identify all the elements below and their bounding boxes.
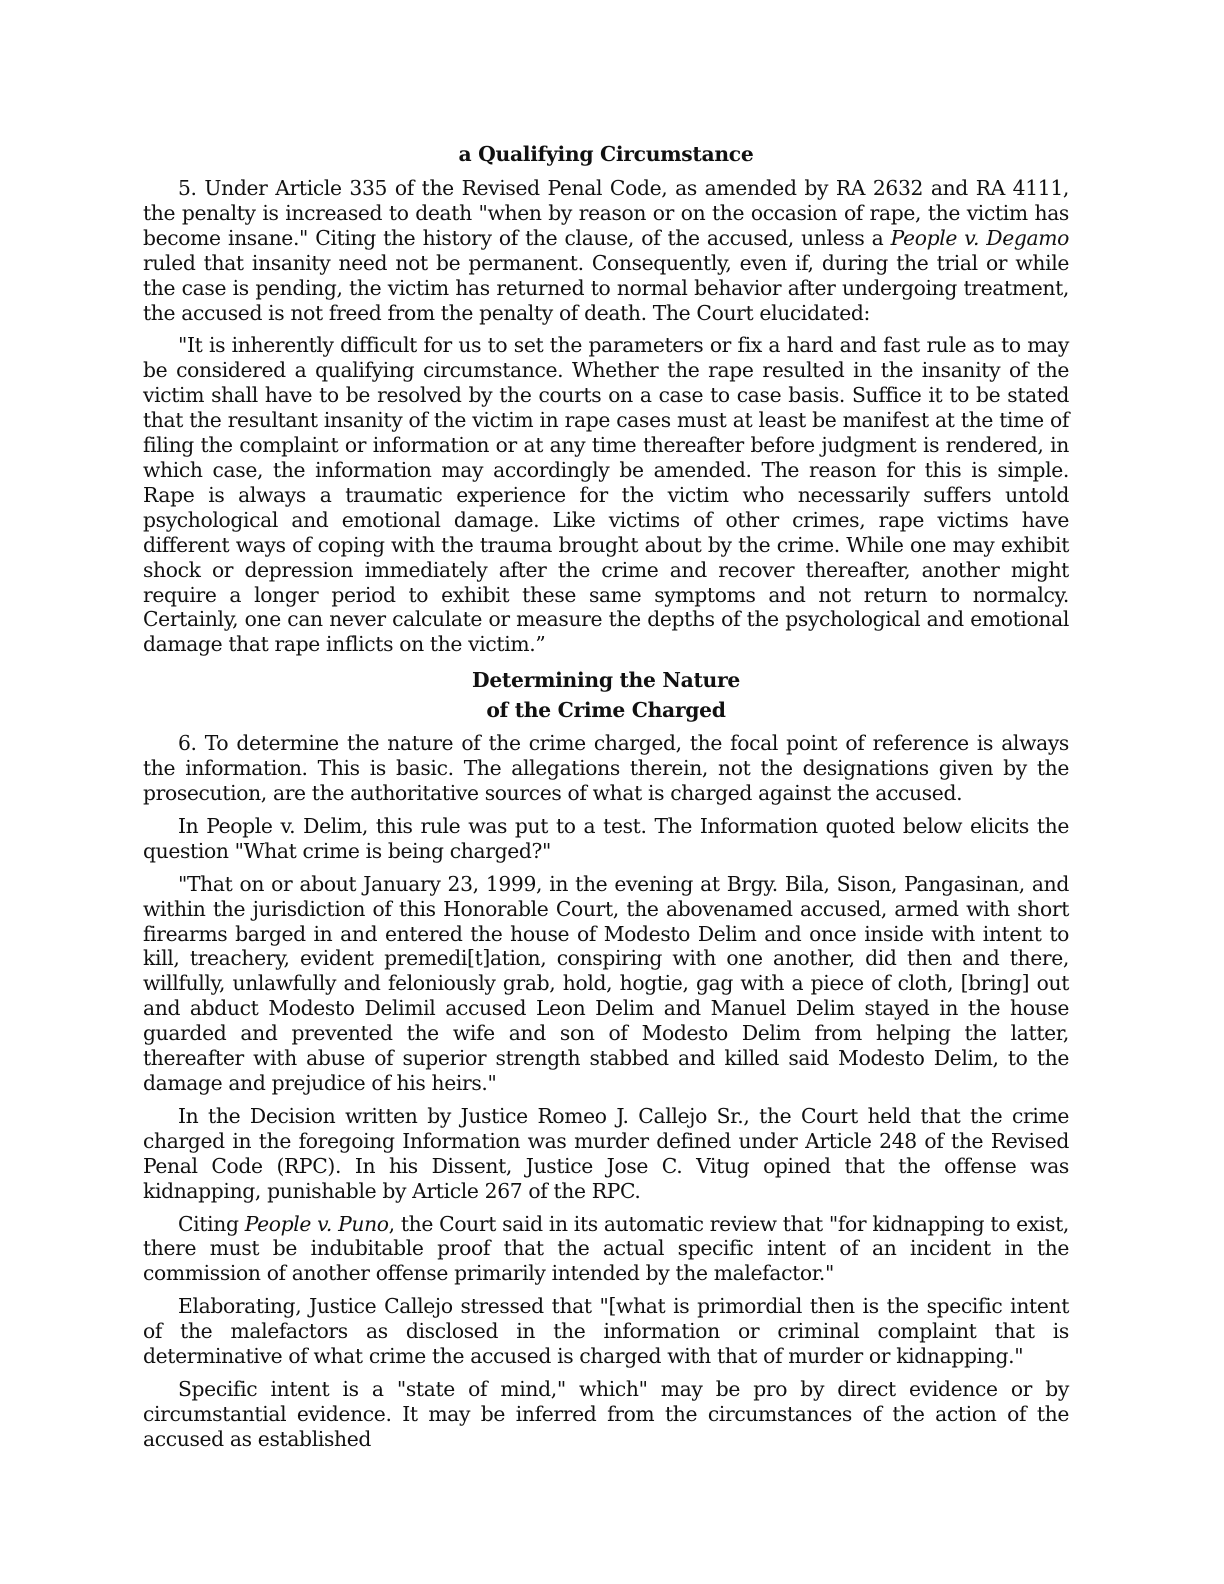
court-quote-paragraph: "It is inherently difficult for us to set the parameters or fix a hard and fast rule as to may be considered a qualifying circumstance. Whether the rape resulted in the insanity of the victim shall have to be resolved by the courts on a case to case basis. Suffice it to be stated that the resultant insanity of the victim in rape cases must at least be manifest at the time of filing the complaint or information or at any time thereafter before judgment is rendered, in which case, the information may accordingly be amended. The reason for this is simple. Rape is always a traumatic experience for the victim who necessarily suffers untold psychological and emotional damage. Like victims of other crimes, rape victims have different ways of coping with the trauma brought about by the crime. While one may exhibit shock or depression immediately after the crime and recover thereafter, another might require a longer period to exhibit these same symptoms and not return to normalcy. Certainly, one can never calculate or measure the depths of the psychological and emotional damage that rape inflicts on the victim.”: [143, 333, 1069, 657]
paragraph-5-text-a: 5. Under Article 335 of the Revised Penal Code, as amended by RA 2632 and RA 4111, the penalty is increased to death "when by reason or on the occasion of rape, the victim has become insane." Citing the history of the clause, of the accused, unless a: [143, 176, 1069, 250]
paragraph-5: [143, 176, 1069, 325]
paragraph-citing-puno: [143, 1212, 1069, 1287]
section-heading-line-1: Determining the Nature: [472, 668, 740, 693]
paragraph-5-text-b: ruled that insanity need not be permanent. Consequently, even if, during the trial or while the case is pending, the victim has returned to normal behavior after undergoing treatment, the accused is not freed from the penalty of death. The Court elucidated:: [143, 250, 1069, 325]
paragraph-specific-intent: Specific intent is a "state of mind," which" may be pro by direct evidence or by circumstantial evidence. It may be inferred from the circumstances of the action of the accused as established: [143, 1376, 1069, 1451]
paragraph-citing-text-b: , the Court said in its automatic review that "for kidnapping to exist, there must be indubitable proof that the actual specific intent of an incident in the commission of another offense primarily intended by the malefactor.": [143, 1211, 1070, 1286]
document-page: [143, 140, 1069, 1452]
information-quote-paragraph: "That on or about January 23, 1999, in the evening at Brgy. Bila, Sison, Pangasinan, and within the jurisdiction of this Honorable Court, the abovenamed accused, armed with short firearms barged in and entered the house of Modesto Delim and once inside with intent to kill, treachery, evident premedi[t]ation, conspiring with one another, did then and there, willfully, unlawfully and feloniously grab, hold, hogtie, gag with a piece of cloth, [bring] out and abduct Modesto Delimil accused Leon Delim and Manuel Delim stayed in the house guarded and prevented the wife and son of Modesto Delim from helping the latter, thereafter with abuse of superior strength stabbed and killed said Modesto Delim, to the damage and prejudice of his heirs.": [143, 871, 1069, 1095]
paragraph-people-v-delim: In People v. Delim, this rule was put to a test. The Information quoted below elicits the question "What crime is being charged?": [143, 813, 1069, 863]
section-heading-line-2: of the Crime Charged: [486, 698, 726, 723]
paragraph-6: 6. To determine the nature of the crime charged, the focal point of reference is always the information. This is basic. The allegations therein, not the designations given by the prosecution, are the authoritative sources of what is charged against the accused.: [143, 731, 1069, 806]
case-name-people-v-degamo: People v. Degamo: [890, 225, 1069, 250]
section-heading-qualifying-circumstance: a Qualifying Circumstance: [458, 142, 754, 166]
paragraph-elaborating: Elaborating, Justice Callejo stressed that "[what is primordial then is the specific intent of the malefactors as disclosed in the information or criminal complaint that is determinative of what crime the accused is charged with that of murder or kidnapping.": [143, 1294, 1069, 1369]
paragraph-citing-text-a: Citing: [178, 1211, 245, 1236]
paragraph-decision: In the Decision written by Justice Romeo J. Callejo Sr., the Court held that the crime charged in the foregoing Information was murder defined under Article 248 of the Revised Penal Code (RPC). In his Dissent, Justice Jose C. Vitug opined that the offense was kidnapping, punishable by Article 267 of the RPC.: [143, 1103, 1069, 1203]
case-name-people-v-puno: People v. Puno: [244, 1211, 389, 1236]
